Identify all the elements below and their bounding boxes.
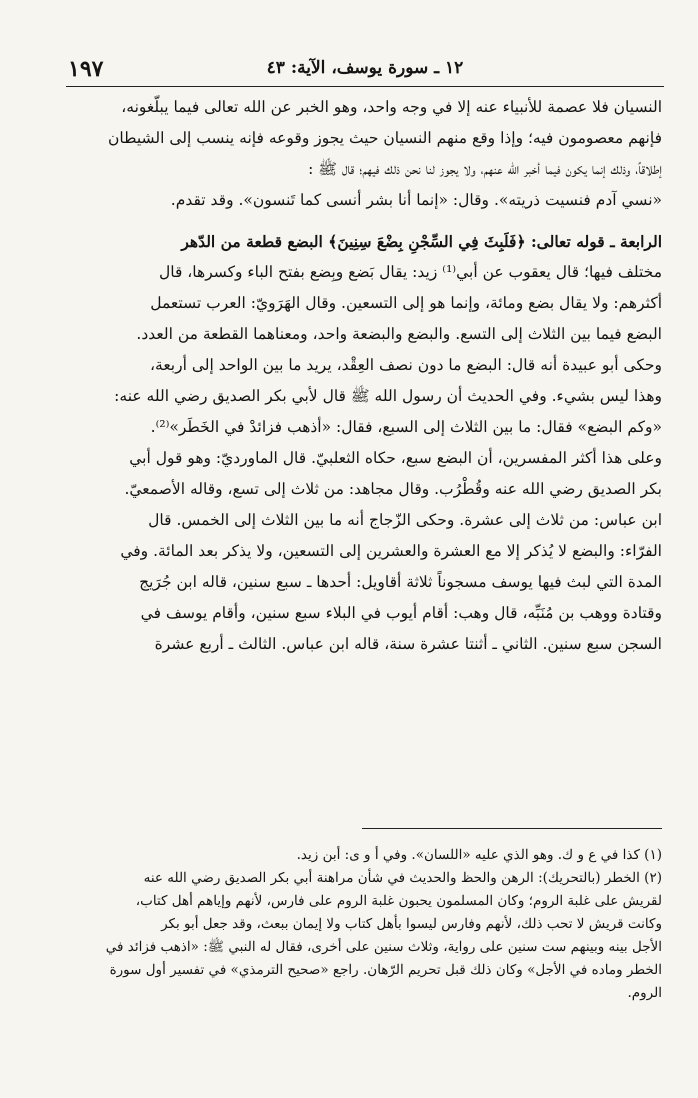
text-line: النسيان فلا عصمة للأنبياء عنه إلا في وجه واحد، وهو الخبر عن الله تعالى فيما يبلّغونه، <box>121 98 662 116</box>
page-header <box>68 56 662 82</box>
footnote-rule <box>362 828 662 829</box>
footnote-line: الأجل بينه وبينهم ست سنين على رواية، وثلاث سنين على أخرى، فقال له النبي ﷺ: «اذهب فزائد في <box>105 939 662 955</box>
text-line: السجن سبع سنين. الثاني ـ أثنتا عشرة سنة، قاله ابن عباس. الثالث ـ أربع عشرة <box>154 635 662 653</box>
text-line: وهذا ليس بشيء. وفي الحديث أن رسول الله ﷺ قال لأبي بكر الصديق رضي الله عنه: <box>114 387 662 405</box>
footnote-line: (٢) الخطر (بالتحريك): الرهن والحظ والحديث في شأن مراهنة أبي بكر الصديق رضي الله عنه <box>143 870 662 886</box>
text-line: المدة التي لبث فيها يوسف مسجوناً ثلاثة أقاويل: أحدها ـ سبع سنين، قاله ابن جُرَيج <box>139 573 662 591</box>
text-line: فإنهم معصومون فيه؛ وإذا وقع منهم النسيان حيث يجوز وقوعه فإنه ينسب إلى الشيطان <box>108 129 662 147</box>
text-line: «وكم البضع» فقال: ما بين الثلاث إلى السبع، فقال: «أذهب فزائدْ في الخَطَر»⁽²⁾. <box>150 418 662 436</box>
text-line: أكثرهم: ولا يقال بضع ومائة، وإنما هو إلى التسعين. وقال الهَرَويّ: العرب تستعمل <box>150 294 662 312</box>
running-head: ١٢ ـ سورة يوسف، الآية: ٤٣ <box>266 58 464 78</box>
paragraph-1 <box>70 92 662 216</box>
footnote-line: لقريش على غلبة الروم؛ وكان المسلمون يحبون غلبة الروم على فارس، لأنهم وإياهم أهل كتاب، <box>135 893 662 909</box>
text-line: ابن عباس: من ثلاث إلى عشرة. وحكى الزّجاج أنه ما بين الثلاث إلى الخمس. قال <box>148 511 662 529</box>
footnote-line: الخطر وماده في الأجل» وكان ذلك قبل تحريم الرّهان. راجع «صحيح الترمذي» في تفسير أول سورة <box>109 962 662 978</box>
text-line: بكر الصديق رضي الله عنه وقُطْرُب. وقال مجاهد: من ثلاث إلى تسع، وقاله الأصمعيّ. <box>124 480 662 498</box>
text-line: إطلاقاً، وذلك إنما يكون فيما أخبر الله عنهم، ولا يجوز لنا نحن ذلك فيهم؛ قال ﷺ : <box>308 160 662 178</box>
paragraph-2 <box>70 226 662 660</box>
footnote-line: الروم. <box>627 985 662 1001</box>
text-line: وقتادة ووهب بن مُنَبِّه، قال وهب: أقام أيوب في البلاء سبع سنين، وأقام يوسف في <box>140 604 662 622</box>
header-rule <box>66 86 664 87</box>
text-line: وحكى أبو عبيدة أنه قال: البضع ما دون نصف العِقْد، يريد ما بين الواحد إلى أربعة، <box>150 356 662 374</box>
text-line: «نسي آدم فنسيت ذريته». وقال: «إنما أنا بشر أنسى كما تَنسون». وقد تقدم. <box>170 191 662 209</box>
footnote-line: وكانت قريش لا تحب ذلك، لأنهم وفارس ليسوا بأهل كتاب ولا إيمان ببعث، وقد جعل أبو بكر <box>161 916 662 932</box>
text-line: مختلف فيها؛ قال يعقوب عن أبي⁽¹⁾ زيد: يقال بَضع وبِضع بفتح الباء وكسرها، قال <box>158 263 662 281</box>
paragraph-gap <box>70 216 662 226</box>
footnote-line: (١) كذا في ع و ك. وهو الذي عليه «اللسان». وفي أ و ى: أبن زيد. <box>296 847 662 863</box>
text-line: وعلى هذا أكثر المفسرين، أن البضع سبع، حكاه الثعلبيّ. قال الماورديّ: وهو قول أبي <box>129 449 662 467</box>
footnotes <box>72 844 662 1005</box>
text-line: الرابعة ـ قوله تعالى: ﴿فَلَبِثَ فِي السِّجْنِ بِضْعَ سِنِينَ﴾ البضع قطعة من الدّهر <box>181 232 662 251</box>
text-line: الفرّاء: والبضع لا يُذكر إلا مع العشرة والعشرين إلى التسعين، ولا يذكر بعد المائة. وفي <box>120 542 662 560</box>
body-text <box>70 92 662 660</box>
page-number: ١٩٧ <box>68 56 104 82</box>
text-line: البضع فيما بين الثلاث إلى التسع. والبضع والبضعة واحد، ومعناهما القطعة من العدد. <box>136 325 662 343</box>
